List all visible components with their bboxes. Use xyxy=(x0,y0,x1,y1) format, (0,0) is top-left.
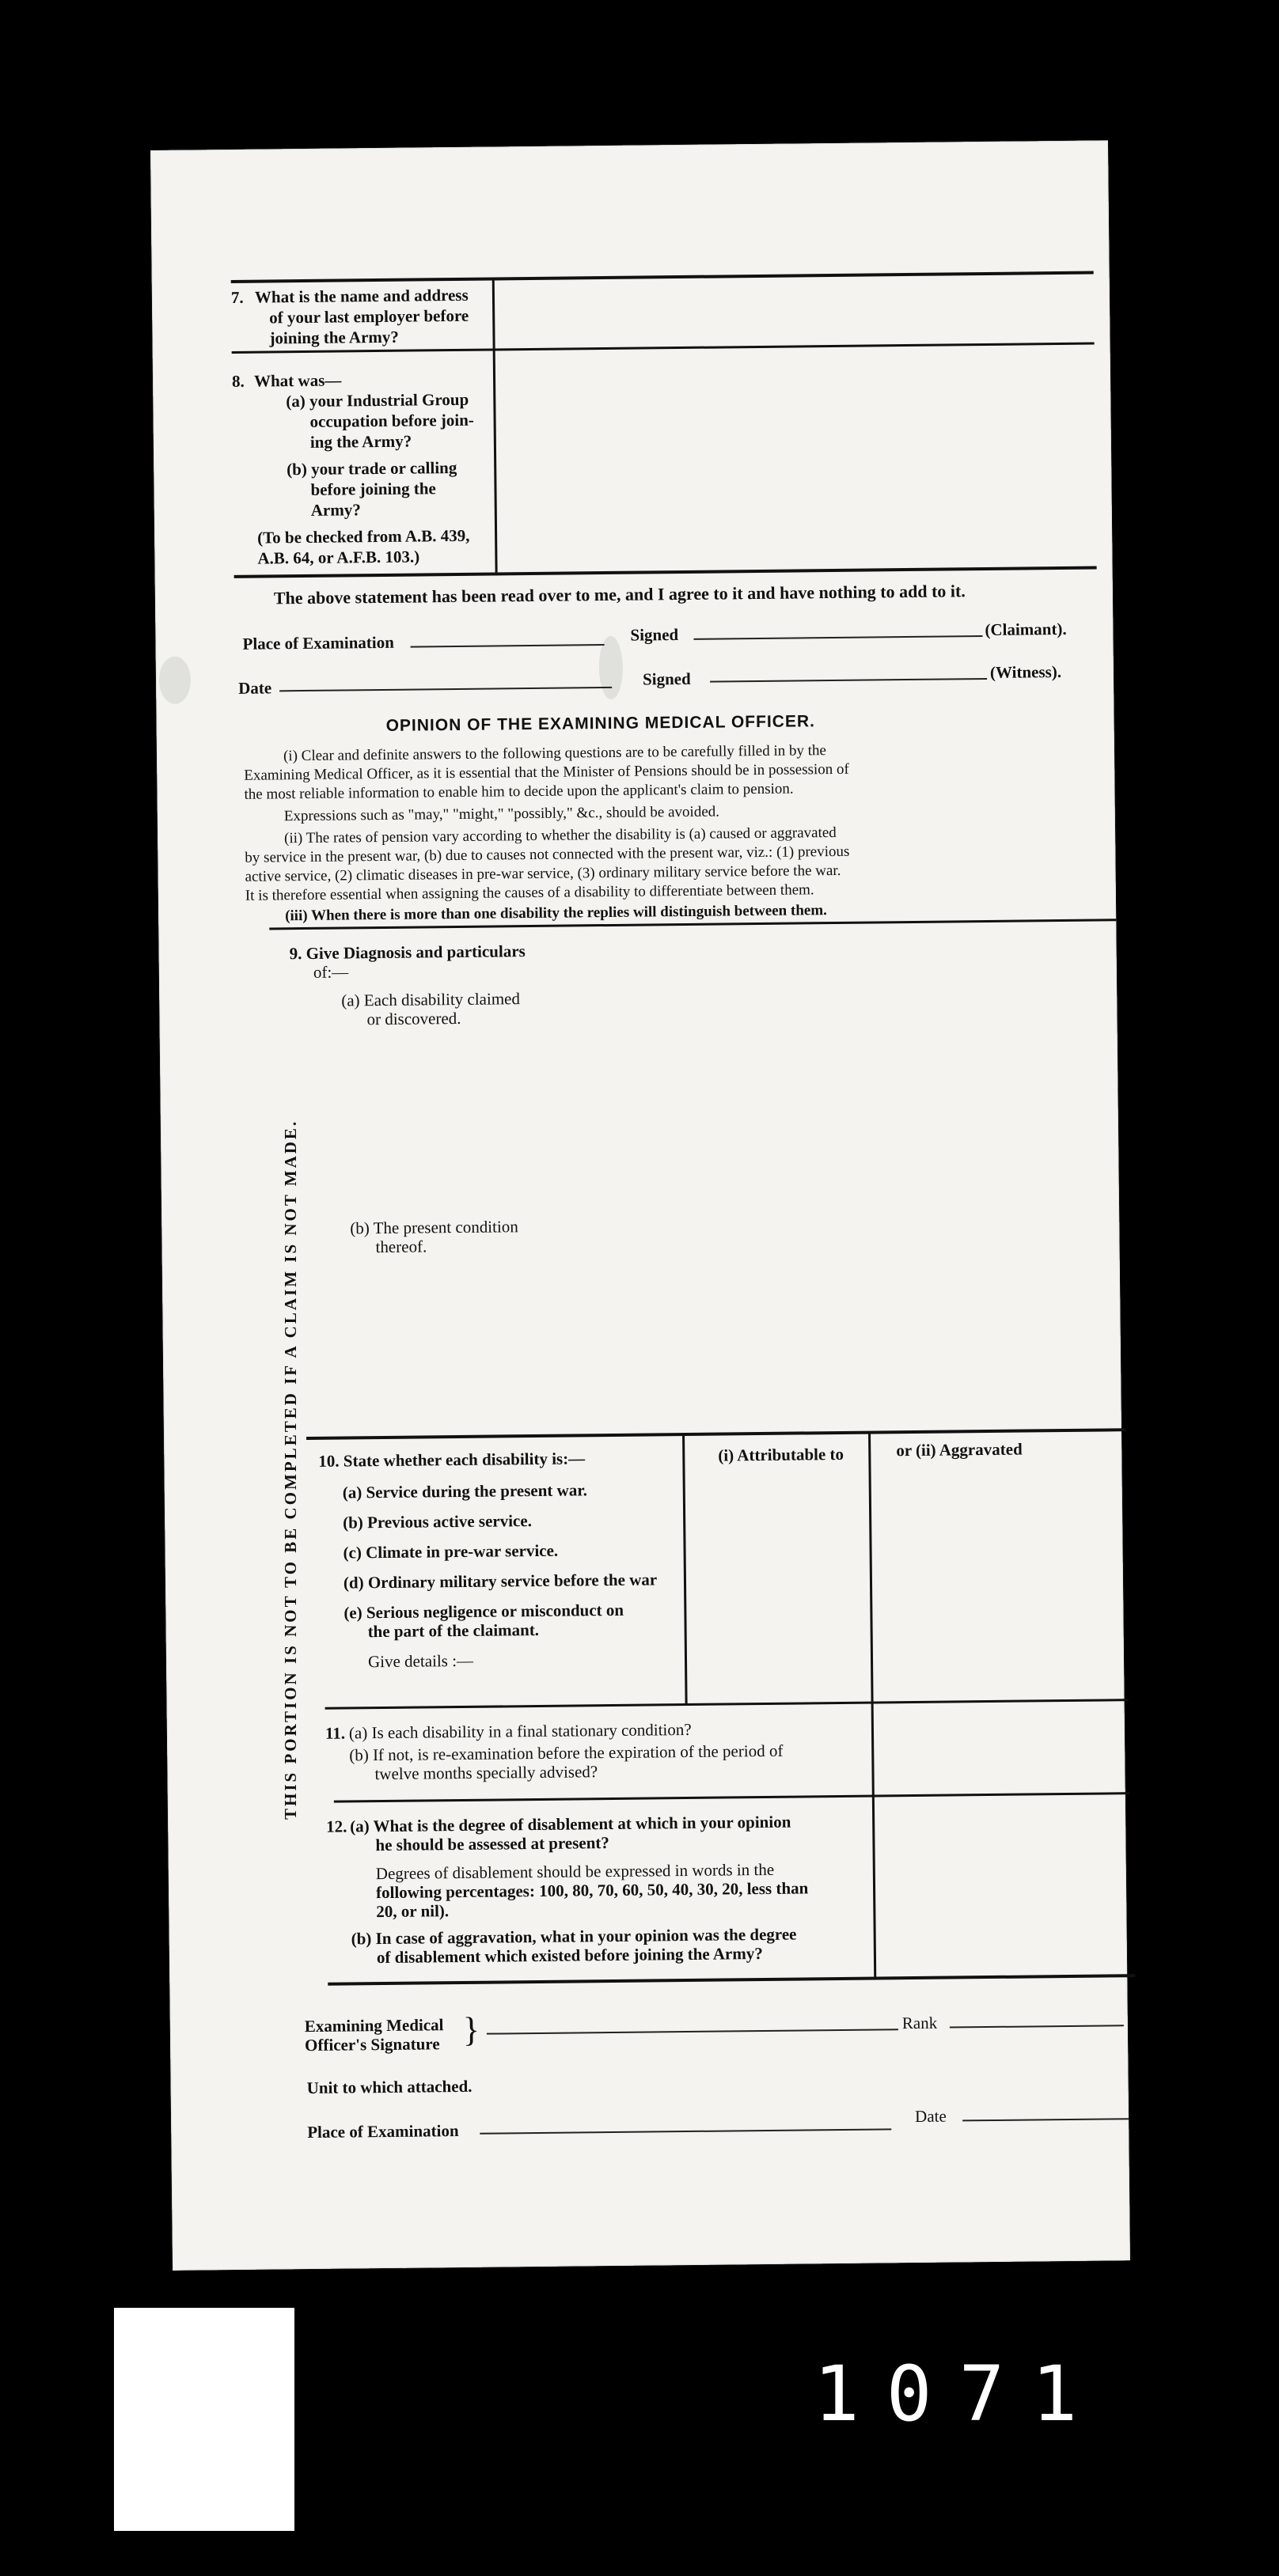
q10-col-divider-2 xyxy=(868,1433,875,1797)
q11-number: 11. xyxy=(324,1723,346,1743)
rank-label: Rank xyxy=(901,2013,938,2033)
q10-give-details: Give details :— xyxy=(367,1650,474,1672)
opinion-heading: OPINION OF THE EXAMINING MEDICAL OFFICER. xyxy=(385,712,816,735)
footer-place-label: Place of Examination xyxy=(307,2121,459,2142)
q10-col-i-header: (i) Attributable to xyxy=(718,1444,844,1465)
q9-bottom-rule xyxy=(306,1428,1125,1440)
q8-a-line-1: (a) your Industrial Group xyxy=(286,389,469,411)
opinion-expressions: Expressions such as "may," "might," "possibly," &c., should be avoided. xyxy=(283,803,720,825)
opinion-i-line-3: the most reliable information to enable him to decide upon the applicant's claim to pension. xyxy=(244,780,794,803)
date-label: Date xyxy=(237,678,272,698)
q10-item-d: (d) Ordinary military service before the war xyxy=(343,1570,658,1593)
q9-title: 9. Give Diagnosis and particulars xyxy=(289,941,526,964)
statement-text: The above statement has been read over to me, and I agree to it and have nothing to add to it. xyxy=(273,581,966,608)
question-column-divider xyxy=(492,279,498,572)
q9-a-line-1: (a) Each disability claimed xyxy=(341,989,521,1010)
q10-bottom-rule xyxy=(325,1699,1129,1710)
q10-col-divider-1 xyxy=(682,1434,688,1703)
q12-b-line-1: (b) In case of aggravation, what in your opinion was the degree xyxy=(351,1924,797,1949)
q8-a-line-2: occupation before join- xyxy=(309,410,474,431)
emo-signature-line[interactable] xyxy=(487,2029,898,2034)
q10-title: 10. State whether each disability is:— xyxy=(318,1449,586,1471)
q10-item-c: (c) Climate in pre-war service. xyxy=(343,1540,559,1563)
rank-line[interactable] xyxy=(950,2025,1124,2028)
emo-brace: } xyxy=(462,2010,480,2049)
q11-b-line-2: twelve months specially advised? xyxy=(374,1762,598,1784)
footer-place-line[interactable] xyxy=(480,2128,891,2134)
place-of-examination-label: Place of Examination xyxy=(242,632,394,653)
opinion-ii-line-2: by service in the present war, (b) due to causes not connected with the present war, viz.: (1) previous xyxy=(245,843,850,866)
q8-a-line-3: ing the Army? xyxy=(309,431,412,452)
q11-bottom-rule xyxy=(334,1792,1129,1803)
footer-date-label: Date xyxy=(914,2106,947,2127)
date-line[interactable] xyxy=(279,687,612,691)
q8-title: What was— xyxy=(253,370,342,391)
q12-number: 12. xyxy=(326,1816,347,1836)
q7-line-3: joining the Army? xyxy=(269,327,399,348)
white-label-box xyxy=(114,2308,294,2531)
q8-check-line-1: (To be checked from A.B. 439, xyxy=(257,525,470,547)
claimant-label: (Claimant). xyxy=(985,619,1067,639)
opinion-ii-line-1: (ii) The rates of pension vary according to whether the disability is (a) caused or aggravated xyxy=(284,824,837,847)
q9-b-line-2: thereof. xyxy=(375,1237,427,1257)
footer-date-line[interactable] xyxy=(962,2118,1129,2121)
q8-b-line-1: (b) your trade or calling xyxy=(287,457,457,479)
q12-degrees-line-2: following percentages: 100, 80, 70, 60, 50, 40, 30, 20, less than xyxy=(375,1878,809,1903)
emo-line-2: Officer's Signature xyxy=(304,2034,440,2055)
q10-item-a: (a) Service during the present war. xyxy=(342,1480,588,1502)
q8-number: 8. xyxy=(231,371,245,391)
q8-bottom-rule xyxy=(234,566,1097,578)
q9-a-line-2: or discovered. xyxy=(366,1008,461,1029)
q8-b-line-2: before joining the xyxy=(310,479,436,499)
q11-b-line-1: (b) If not, is re-examination before the expiration of the period of xyxy=(349,1741,784,1765)
reference-number: 1071 xyxy=(814,2350,1105,2438)
q12-bottom-rule xyxy=(328,1974,1135,1986)
top-rule xyxy=(231,271,1094,283)
opinion-i-line-2: Examining Medical Officer, as it is essential that the Minister of Pensions should be in possession of xyxy=(244,760,849,784)
q9-title-2: of:— xyxy=(313,962,349,982)
q11-a: (a) Is each disability in a final stationary condition? xyxy=(348,1719,692,1743)
q8-b-line-3: Army? xyxy=(310,500,361,520)
q12-a-line-2: he should be assessed at present? xyxy=(375,1833,609,1855)
opinion-ii-line-4: It is therefore essential when assigning the causes of a disability to differentiate between them. xyxy=(245,881,814,904)
q7-line-2: of your last employer before xyxy=(269,305,469,328)
side-note: THIS PORTION IS NOT TO BE COMPLETED IF A CLAIM IS NOT MADE. xyxy=(281,1119,300,1820)
witness-label: (Witness). xyxy=(989,661,1062,682)
q10-item-e-line-1: (e) Serious negligence or misconduct on xyxy=(343,1600,624,1623)
paper-stain xyxy=(159,657,192,704)
q7-line-1: What is the name and address xyxy=(254,285,469,307)
witness-signature-line[interactable] xyxy=(710,678,987,683)
q8-check-line-2: A.B. 64, or A.F.B. 103.) xyxy=(257,547,420,568)
q10-item-b: (b) Previous active service. xyxy=(343,1511,532,1532)
q12-col-divider xyxy=(872,1797,876,1979)
q9-b-line-1: (b) The present condition xyxy=(350,1217,518,1238)
opinion-ii-line-3: active service, (2) climatic diseases in pre-war service, (3) ordinary military service before the war. xyxy=(245,862,841,885)
emo-line-1: Examining Medical xyxy=(304,2015,444,2036)
q10-col-ii-header: or (ii) Aggravated xyxy=(896,1439,1023,1460)
q12-degrees-line-1: Degrees of disablement should be expressed in words in the xyxy=(375,1859,775,1884)
q12-degrees-line-3: 20, or nil). xyxy=(376,1901,450,1922)
q12-b-line-2: of disablement which existed before joining the Army? xyxy=(376,1944,763,1968)
q7-number: 7. xyxy=(230,287,244,307)
witness-signed-label: Signed xyxy=(642,669,691,689)
claimant-signature-line[interactable] xyxy=(693,635,982,640)
claimant-signed-label: Signed xyxy=(630,625,679,645)
q12-a-line-1: (a) What is the degree of disablement at which in your opinion xyxy=(350,1812,791,1836)
place-of-examination-line[interactable] xyxy=(411,644,605,648)
unit-label: Unit to which attached. xyxy=(306,2076,473,2098)
opinion-iii: (iii) When there is more than one disability the replies will distinguish between them. xyxy=(285,902,827,925)
q10-item-e-line-2: the part of the claimant. xyxy=(367,1619,540,1642)
opinion-i-line-1: (i) Clear and definite answers to the following questions are to be carefully filled in by the xyxy=(283,742,827,765)
